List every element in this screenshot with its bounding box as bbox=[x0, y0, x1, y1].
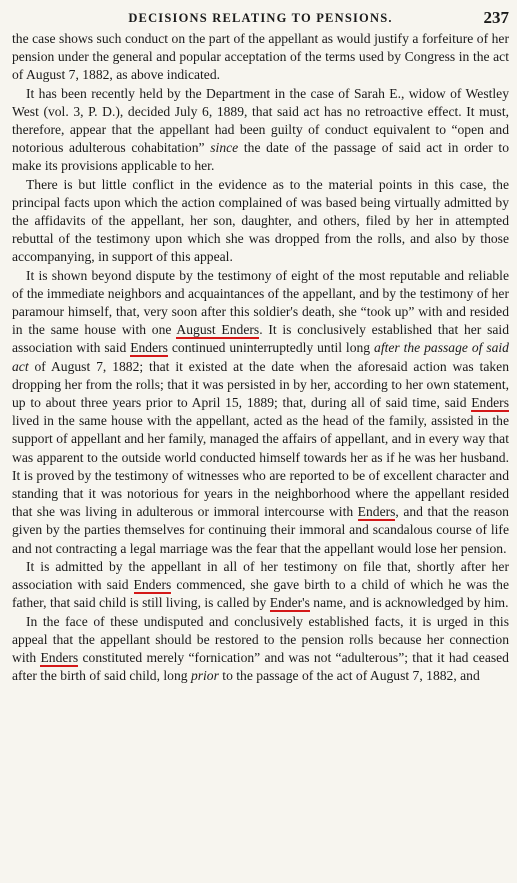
text-run: to the passage of the act of August 7, 1882, and bbox=[218, 668, 480, 684]
body-text bbox=[12, 30, 509, 685]
paragraph bbox=[12, 30, 509, 85]
text-run: It is admitted by the appellant in all of her testimony on file that, shortly after her association with said bbox=[12, 558, 509, 593]
text-run: the date of the passage of said act in order to make its provisions applicable to her. bbox=[12, 140, 509, 174]
underlined-name: Enders bbox=[130, 340, 168, 356]
text-run: the case shows such conduct on the part of the appellant as would justify a forfeiture of her pension under the general and popular acceptation of the terms used by Congress in the act of August 7, 1882, as above indicated. bbox=[12, 31, 509, 83]
text-run: , and that the reason given by the parties themselves for continuing their immoral and scandalous course of life and not contracting a legal marriage was the fear that the appellant would lose her pension. bbox=[12, 504, 509, 556]
paragraph bbox=[12, 613, 509, 686]
underlined-name: August Enders bbox=[176, 322, 260, 338]
text-run: It is shown beyond dispute by the testimony of eight of the most reputable and reliable of the immediate neighbors and acquaintances of the appellant, and by the testimony of her paramour himself, that, very soon after this soldier's death, she “took up” with and resided in the same house with one bbox=[12, 267, 509, 338]
underlined-name: Enders bbox=[40, 649, 79, 665]
text-run: of August 7, 1882; that it existed at the date when the aforesaid action was taken dropping her from the rolls; that it was persisted in by her, according to her own statement, up to about three years prior to April 15, 1889; that, during all of said time, said bbox=[12, 358, 509, 411]
text-run: In the face of these undisputed and conclusively established facts, it is urged in this appeal that the appellant should be restored to the pension rolls because her connection with bbox=[12, 613, 509, 665]
text-run: name, and is acknowledged by him. bbox=[309, 595, 509, 611]
text-run: continued uninterruptedly until long bbox=[167, 340, 375, 356]
italic-text: prior bbox=[190, 668, 219, 684]
page-number: 237 bbox=[483, 8, 509, 27]
underlined-name: Ender's bbox=[269, 595, 310, 611]
text-run: . It is conclusively established that her said association with said bbox=[12, 322, 509, 356]
underlined-name: Enders bbox=[471, 395, 509, 411]
underlined-name: Enders bbox=[133, 577, 172, 593]
paragraph bbox=[12, 85, 509, 176]
italic-text: since bbox=[210, 140, 239, 156]
text-run: constituted merely “fornication” and was not “adulterous”; that it had ceased after the birth of said child, long bbox=[12, 649, 509, 684]
paragraph bbox=[12, 267, 509, 558]
text-run: commenced, she gave birth to a child of which he was the father, that said child is still living, is called by bbox=[12, 577, 510, 611]
page-header bbox=[12, 8, 509, 30]
text-run: lived in the same house with the appellant, acted as the head of the family, assisted in the support of appellant and her family, managed the affairs of appellant, and in every way that was apparent to the outside world conducted himself towards her as if he was her husband. It is proved by the testimony of witnesses who are reported to be of excellent character and standing that it was notorious for years in the neighborhood where the appellant resided that she was living in adulterous or immoral intercourse with bbox=[12, 413, 509, 520]
paragraph bbox=[12, 176, 509, 267]
underlined-name: Enders bbox=[357, 504, 396, 520]
paragraph bbox=[12, 558, 509, 613]
text-run: It has been recently held by the Department in the case of Sarah E., widow of Westley West (vol. 3, P. D.), decided July 6, 1889, that said act has no retroactive effect. It must, therefore, appear that the appellant had been guilty of conduct equivalent to “open and notorious adulterous cohabitation” bbox=[12, 85, 509, 156]
text-run: There is but little conflict in the evidence as to the material points in this case, the principal facts upon which the action complained of was based being virtually admitted by the affidavits of the appellant, her son, daughter, and others, filed by her in attempted rebuttal of the testimony upon which she was dropped from the rolls, and also by those accompanying, in support of this appeal. bbox=[12, 176, 509, 265]
italic-text: after the passage of said act bbox=[12, 340, 509, 374]
running-head: DECISIONS RELATING TO PENSIONS. bbox=[128, 11, 393, 25]
